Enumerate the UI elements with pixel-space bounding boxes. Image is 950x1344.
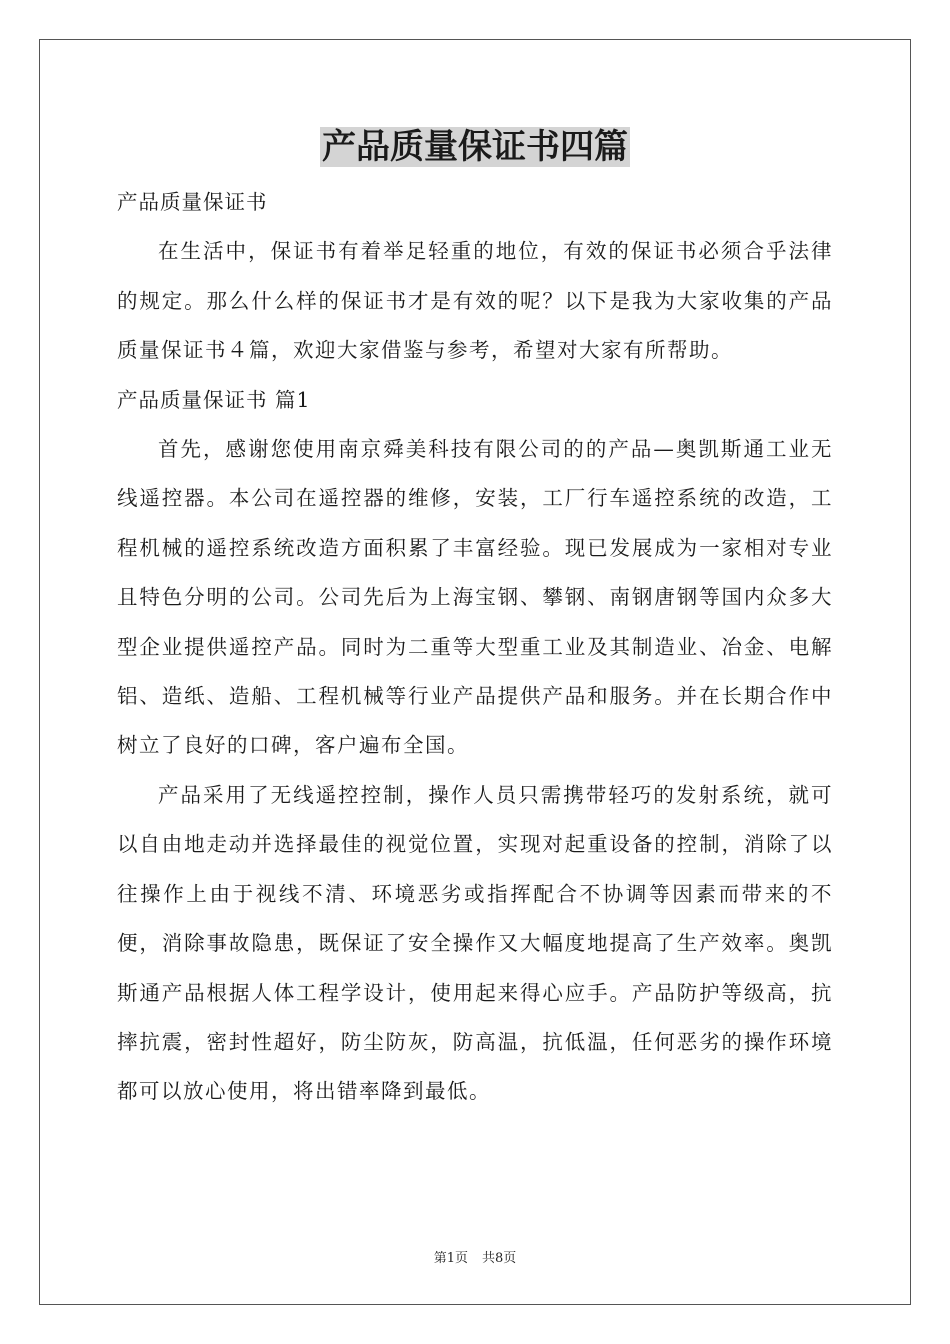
body-paragraph-2: 产品采用了无线遥控控制，操作人员只需携带轻巧的发射系统，就可以自由地走动并选择最佳的视觉位置，实现对起重设备的控制，消除了以往操作上由于视线不清、环境恶劣或指挥配合不协调等因素而带来的不便，消除事故隐患，既保证了安全操作又大幅度地提高了生产效率。奥凯斯通产品根据人体工程学设计，使用起来得心应手。产品防护等级高，抗摔抗震，密封性超好，防尘防灰，防高温，抗低温，任何恶劣的操作环境都可以放心使用，将出错率降到最低。 <box>117 782 833 1104</box>
total-pages: 共8页 <box>482 1251 517 1266</box>
page-number: 第1页 <box>433 1251 468 1266</box>
section-heading-article-1: 产品质量保证书 篇1 <box>117 387 311 412</box>
intro-paragraph: 在生活中，保证书有着举足轻重的地位，有效的保证书必须合乎法律的规定。那么什么样的保证书才是有效的呢？以下是我为大家收集的产品质量保证书４篇，欢迎大家借鉴与参考，希望对大家有所帮助。 <box>117 239 833 363</box>
body-paragraph-1: 首先，感谢您使用南京舜美科技有限公司的的产品—奥凯斯通工业无线遥控器。本公司在遥控器的维修，安装，工厂行车遥控系统的改造，工程机械的遥控系统改造方面积累了丰富经验。现已发展成为一家相对专业且特色分明的公司。公司先后为上海宝钢、攀钢、南钢唐钢等国内众多大型企业提供遥控产品。同时为二重等大型重工业及其制造业、冶金、电解铝、造纸、造船、工程机械等行业产品提供产品和服务。并在长期合作中树立了良好的口碑，客户遍布全国。 <box>117 437 833 758</box>
section-heading: 产品质量保证书 <box>117 190 268 214</box>
document-title-text: 产品质量保证书四篇 <box>322 127 628 167</box>
document-title <box>0 124 950 170</box>
document-body <box>117 178 833 1117</box>
page-footer <box>0 1247 950 1266</box>
